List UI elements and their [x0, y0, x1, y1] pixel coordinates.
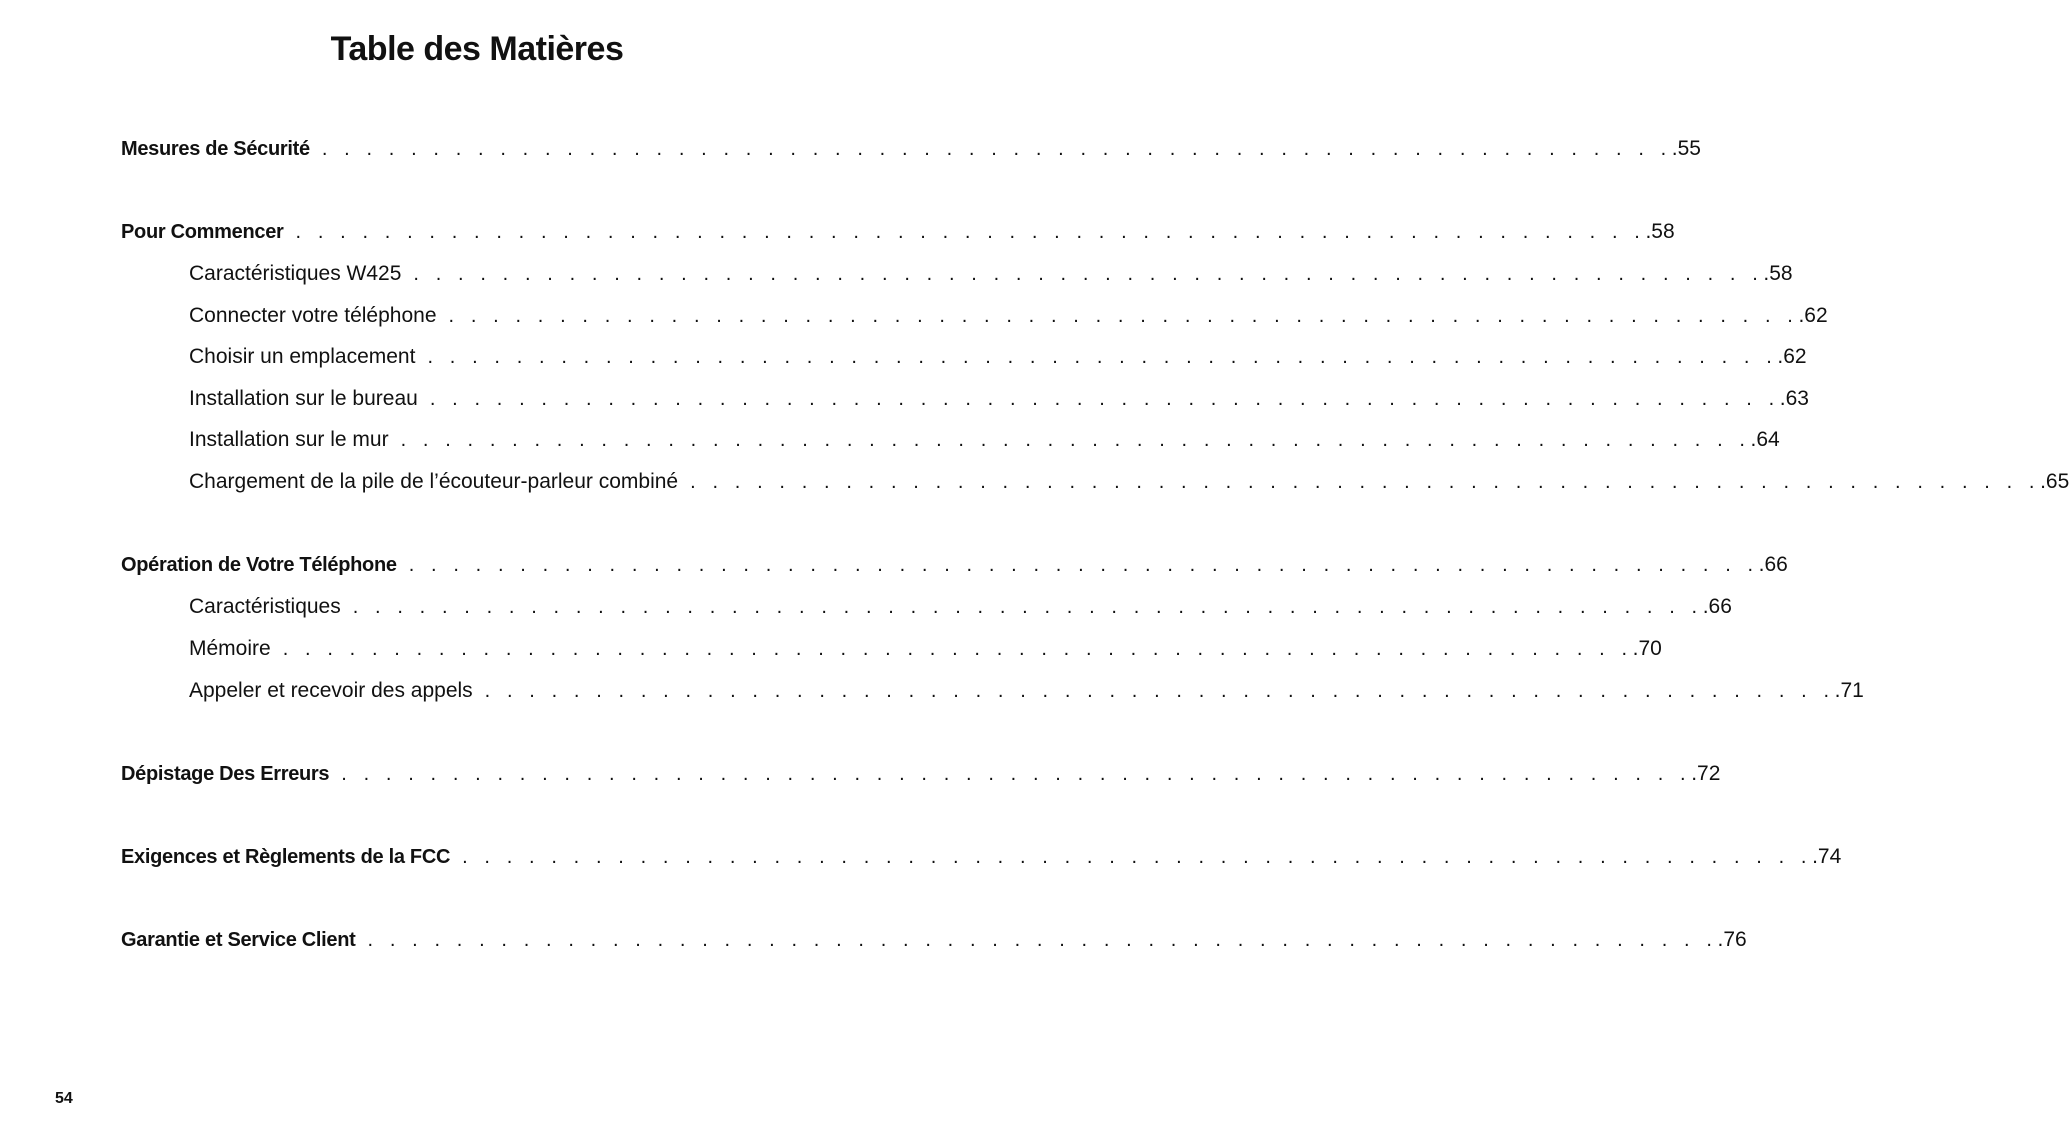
toc-dot-leader: . . . . . . . . . . . . . . . . . . . . . . . . . . . . . . . . . . . . . . . . . . . . . . . . . . . . . . . . . . . . . [690, 471, 2041, 493]
toc-entry-page: .58 [1645, 220, 1675, 243]
toc-dot-leader: . . . . . . . . . . . . . . . . . . . . . . . . . . . . . . . . . . . . . . . . . . . . . . . . . . . . . . . . . . . . . [448, 305, 1799, 327]
toc-entry-caracteristiques[interactable] [189, 592, 1732, 622]
toc-entry-label: Installation sur le mur [189, 428, 389, 451]
toc-entry-page: .64 [1750, 428, 1780, 451]
toc-entry-appeler-et-recevoir[interactable] [189, 676, 1864, 706]
toc-entry-mesures-de-securite[interactable] [121, 134, 1701, 164]
toc-entry-label: Caractéristiques [189, 595, 341, 618]
toc-entry-page: .62 [1777, 345, 1807, 368]
toc-entry-caracteristiques-w425[interactable] [189, 259, 1793, 289]
page-number: 54 [55, 1090, 73, 1107]
toc-entry-page: .63 [1779, 387, 1809, 410]
toc-entry-label: Mesures de Sécurité [121, 138, 310, 160]
toc-entry-label: Opération de Votre Téléphone [121, 554, 397, 576]
toc-dot-leader: . . . . . . . . . . . . . . . . . . . . . . . . . . . . . . . . . . . . . . . . . . . . . . . . . . . . . . . . . . . . . [341, 763, 1692, 785]
toc-entry-label: Installation sur le bureau [189, 387, 418, 410]
toc-dot-leader: . . . . . . . . . . . . . . . . . . . . . . . . . . . . . . . . . . . . . . . . . . . . . . . . . . . . . . . . . . . . . [462, 846, 1813, 868]
toc-entry-garantie-et-service[interactable] [121, 925, 1747, 955]
toc-entry-memoire[interactable] [189, 634, 1662, 664]
toc-dot-leader: . . . . . . . . . . . . . . . . . . . . . . . . . . . . . . . . . . . . . . . . . . . . . . . . . . . . . . . . . . . . . [408, 554, 1759, 576]
toc-entry-operation-de-votre-telephone[interactable] [121, 550, 1788, 580]
toc-entry-choisir-un-emplacement[interactable] [189, 342, 1807, 372]
toc-entry-page: .55 [1671, 137, 1701, 160]
toc-entry-page: .66 [1702, 595, 1732, 618]
toc-dot-leader: . . . . . . . . . . . . . . . . . . . . . . . . . . . . . . . . . . . . . . . . . . . . . . . . . . . . . . . . . . . . . [295, 221, 1646, 243]
toc-dot-leader: . . . . . . . . . . . . . . . . . . . . . . . . . . . . . . . . . . . . . . . . . . . . . . . . . . . . . . . . . . . . . [367, 929, 1718, 951]
toc-entry-label: Connecter votre téléphone [189, 304, 437, 327]
toc-dot-leader: . . . . . . . . . . . . . . . . . . . . . . . . . . . . . . . . . . . . . . . . . . . . . . . . . . . . . . . . . . . . . [413, 263, 1764, 285]
toc-entry-depistage-des-erreurs[interactable] [121, 759, 1721, 789]
toc-dot-leader: . . . . . . . . . . . . . . . . . . . . . . . . . . . . . . . . . . . . . . . . . . . . . . . . . . . . . . . . . . . . . [321, 138, 1672, 160]
toc-entry-label: Exigences et Règlements de la FCC [121, 846, 451, 868]
toc-entry-page: .62 [1798, 304, 1828, 327]
toc-dot-leader: . . . . . . . . . . . . . . . . . . . . . . . . . . . . . . . . . . . . . . . . . . . . . . . . . . . . . . . . . . . . . [282, 638, 1633, 660]
toc-dot-leader: . . . . . . . . . . . . . . . . . . . . . . . . . . . . . . . . . . . . . . . . . . . . . . . . . . . . . . . . . . . . . [352, 596, 1703, 618]
toc-entry-page: .72 [1691, 762, 1721, 785]
toc-entry-label: Dépistage Des Erreurs [121, 763, 330, 785]
toc-entry-installation-sur-le-bureau[interactable] [189, 384, 1809, 414]
toc-entry-page: .65 [2040, 470, 2069, 493]
toc-entry-page: .74 [1812, 845, 1842, 868]
toc-entry-label: Chargement de la pile de l’écouteur-parleur combiné [189, 470, 679, 493]
toc-entry-label: Caractéristiques W425 [189, 262, 402, 285]
toc-entry-label: Appeler et recevoir des appels [189, 679, 473, 702]
toc-dot-leader: . . . . . . . . . . . . . . . . . . . . . . . . . . . . . . . . . . . . . . . . . . . . . . . . . . . . . . . . . . . . . [484, 680, 1835, 702]
toc-dot-leader: . . . . . . . . . . . . . . . . . . . . . . . . . . . . . . . . . . . . . . . . . . . . . . . . . . . . . . . . . . . . . [427, 346, 1778, 368]
toc-entry-page: .58 [1763, 262, 1793, 285]
toc-entry-connecter-votre-telephone[interactable] [189, 301, 1828, 331]
toc-entry-label: Pour Commencer [121, 221, 284, 243]
toc-dot-leader: . . . . . . . . . . . . . . . . . . . . . . . . . . . . . . . . . . . . . . . . . . . . . . . . . . . . . . . . . . . . . [400, 429, 1751, 451]
toc-entry-exigences-fcc[interactable] [121, 842, 1842, 872]
page-title: Table des Matières [330, 30, 624, 68]
toc-entry-chargement-de-la-pile[interactable] [189, 467, 2069, 497]
toc-entry-pour-commencer[interactable] [121, 217, 1675, 247]
toc-entry-label: Mémoire [189, 637, 271, 660]
toc-entry-page: .70 [1632, 637, 1662, 660]
toc-entry-installation-sur-le-mur[interactable] [189, 425, 1780, 455]
toc-entry-label: Choisir un emplacement [189, 345, 416, 368]
toc-entry-label: Garantie et Service Client [121, 929, 356, 951]
toc-dot-leader: . . . . . . . . . . . . . . . . . . . . . . . . . . . . . . . . . . . . . . . . . . . . . . . . . . . . . . . . . . . . . [429, 388, 1780, 410]
toc-entry-page: .66 [1758, 553, 1788, 576]
toc-entry-page: .76 [1717, 928, 1747, 951]
toc-entry-page: .71 [1834, 679, 1864, 702]
